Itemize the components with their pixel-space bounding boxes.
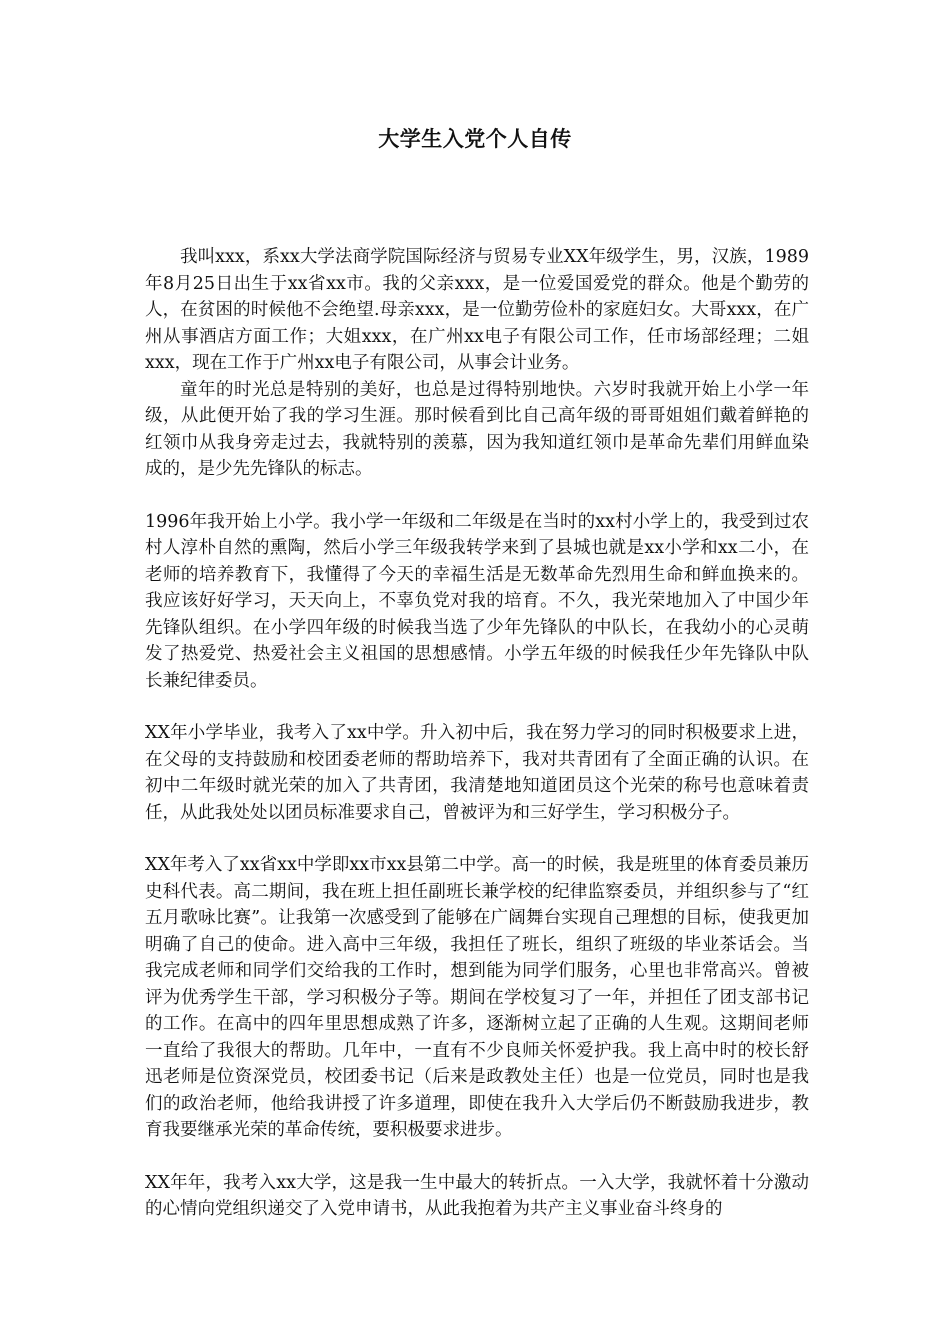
paragraph-middle-school: XX年小学毕业，我考入了xx中学。升入初中后，我在努力学习的同时积极要求上进，在父母的支持鼓励和校团委老师的帮助培养下，我对共青团有了全面正确的认识。在初中二年级时就光荣的加入了共青团，我清楚地知道团员这个光荣的称号也意味着责任，从此我处处以团员标准要求自己，曾被评为和三好学生，学习积极分子。 [145,723,809,823]
paragraph-childhood: 童年的时光总是特别的美好，也总是过得特别地快。六岁时我就开始上小学一年级，从此便开始了我的学习生涯。那时候看到比自己高年级的哥哥姐姐们戴着鲜艳的红领巾从我身旁走过去，我就特别的羡慕，因为我知道红领巾是革命先辈们用鲜血染成的，是少先先锋队的标志。 [145,379,809,479]
paragraph-primary-school: 1996年我开始上小学。我小学一年级和二年级是在当时的xx村小学上的，我受到过农村人淳朴自然的熏陶，然后小学三年级我转学来到了县城也就是xx小学和xx二小，在老师的培养教育下，我懂得了今天的幸福生活是无数革命先烈用生命和鲜血换来的。我应该好好学习，天天向上，不辜负党对我的培育。不久，我光荣地加入了中国少年先锋队组织。在小学四年级的时候我当选了少年先锋队的中队长，在我幼小的心灵萌发了热爱党、热爱社会主义祖国的思想感情。小学五年级的时候我任少年先锋队中队长兼纪律委员。 [145,511,809,691]
paragraph-family: 我叫xxx，系xx大学法商学院国际经济与贸易专业XX年级学生，男，汉族，1989年8月25日出生于xx省xx市。我的父亲xxx，是一位爱国爱党的群众。他是个勤劳的人，在贫困的时候他不会绝望.母亲xxx，是一位勤劳俭朴的家庭妇女。大哥xxx，在广州从事酒店方面工作；大姐xxx，在广州xx电子有限公司工作，任市场部经理；二姐xxx，现在工作于广州xx电子有限公司，从事会计业务。 [145,247,809,373]
document-title: 大学生入党个人自传 [378,127,572,151]
document-body [145,244,809,1223]
paragraph-university: XX年年，我考入xx大学，这是我一生中最大的转折点。一入大学，我就怀着十分激动的心情向党组织递交了入党申请书，从此我抱着为共产主义事业奋斗终身的 [145,1172,809,1219]
paragraph-high-school: XX年考入了xx省xx中学即xx市xx县第二中学。高一的时候，我是班里的体育委员兼历史科代表。高二期间，我在班上担任副班长兼学校的纪律监察委员，并组织参与了“红五月歌咏比赛”。让我第一次感受到了能够在广阔舞台实现自己理想的目标，使我更加明确了自己的使命。进入高中三年级，我担任了班长，组织了班级的毕业茶话会。当我完成老师和同学们交给我的工作时，想到能为同学们服务，心里也非常高兴。曾被评为优秀学生干部，学习积极分子等。期间在学校复习了一年，并担任了团支部书记的工作。在高中的四年里思想成熟了许多，逐渐树立起了正确的人生观。这期间老师一直给了我很大的帮助。几年中，一直有不少良师关怀爱护我。我上高中时的校长舒迅老师是位资深党员，校团委书记（后来是政教处主任）也是一位党员，同时也是我们的政治老师，他给我讲授了许多道理，即使在我升入大学后仍不断鼓励我进步，教育我要继承光荣的革命传统，要积极要求进步。 [145,855,809,1140]
